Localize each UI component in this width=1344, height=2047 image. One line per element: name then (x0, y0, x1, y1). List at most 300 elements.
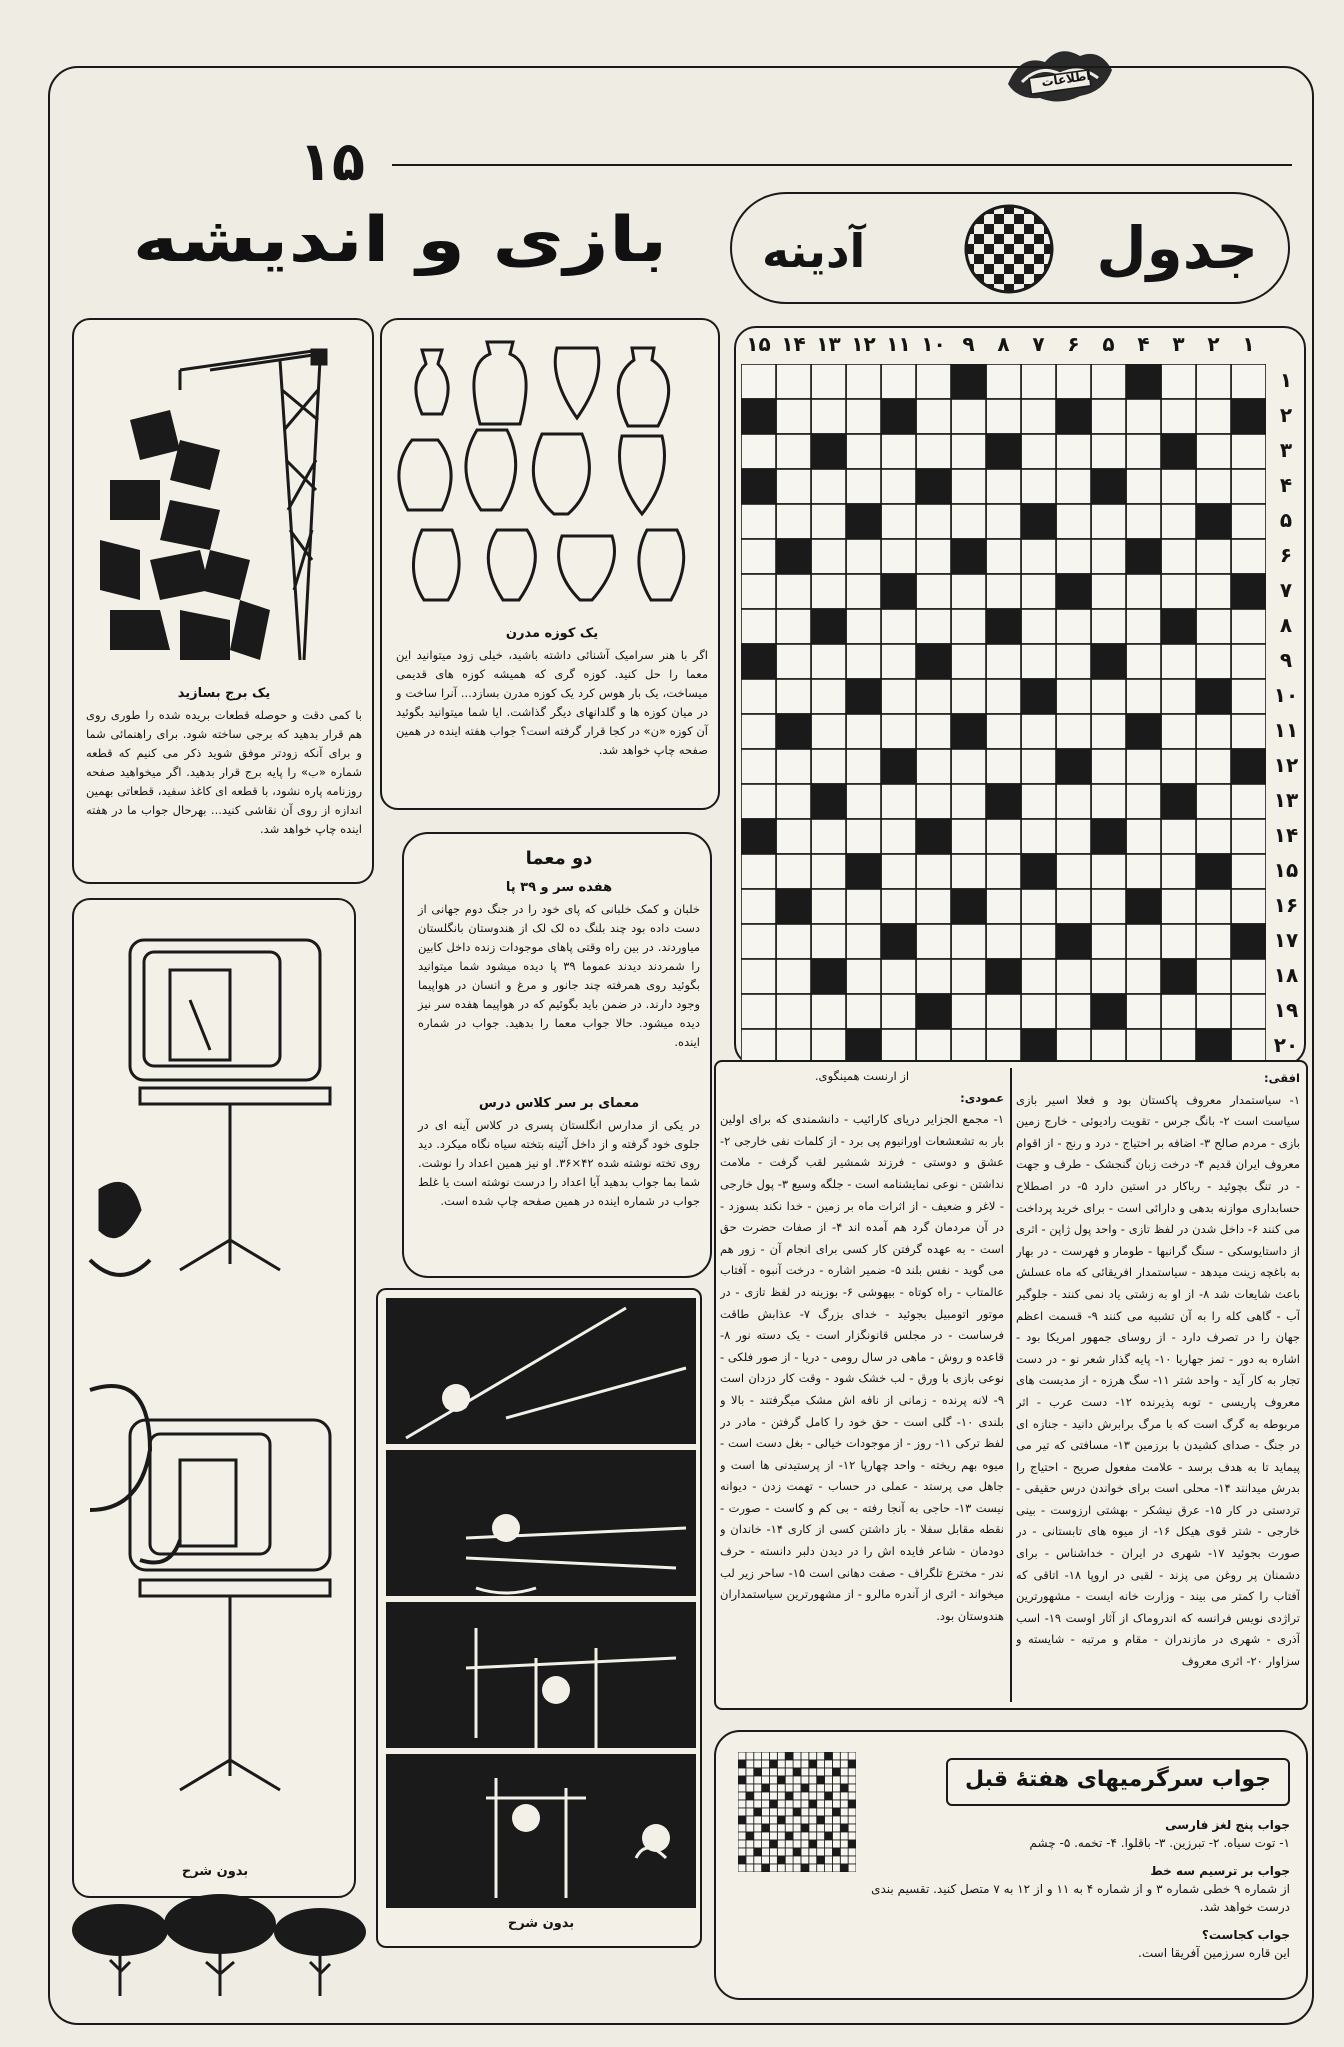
crossword-cell[interactable] (1021, 889, 1056, 924)
crossword-cell[interactable] (1196, 644, 1231, 679)
crossword-cell[interactable] (1056, 469, 1091, 504)
crossword-cell[interactable] (741, 504, 776, 539)
crossword-cell[interactable] (986, 574, 1021, 609)
mini-grid-cell (825, 1776, 833, 1784)
crossword-cell[interactable] (1091, 959, 1126, 994)
crossword-cell[interactable] (1056, 644, 1091, 679)
crossword-cell[interactable] (916, 854, 951, 889)
crossword-column-number: ۱۴ (781, 332, 806, 356)
crossword-cell[interactable] (1056, 1029, 1091, 1064)
crossword-cell[interactable] (1161, 679, 1196, 714)
mini-grid-cell (840, 1856, 848, 1864)
crossword-cell[interactable] (741, 539, 776, 574)
crossword-cell[interactable] (811, 889, 846, 924)
tower-title: یک برج بسازید (177, 686, 271, 701)
crossword-cell[interactable] (1126, 469, 1161, 504)
crossword-cell[interactable] (1021, 469, 1056, 504)
crossword-cell[interactable] (916, 749, 951, 784)
mini-grid-cell (762, 1808, 770, 1816)
mini-grid-cell (777, 1816, 785, 1824)
crossword-cell[interactable] (846, 959, 881, 994)
crossword-cell[interactable] (1231, 539, 1266, 574)
crossword-cell[interactable] (776, 924, 811, 959)
crossword-cell[interactable] (1126, 574, 1161, 609)
crossword-cell[interactable] (1021, 749, 1056, 784)
crossword-cell[interactable] (811, 924, 846, 959)
crossword-cell[interactable] (951, 854, 986, 889)
crossword-cell[interactable] (1161, 504, 1196, 539)
mini-grid-cell (754, 1808, 762, 1816)
crossword-black-cell (811, 959, 846, 994)
crossword-cell[interactable] (1161, 994, 1196, 1029)
crossword-cell[interactable] (1231, 504, 1266, 539)
crossword-cell[interactable] (986, 364, 1021, 399)
checker-logo (964, 204, 1054, 294)
mini-grid-cell (762, 1792, 770, 1800)
crossword-cell[interactable] (881, 679, 916, 714)
crossword-cell[interactable] (916, 609, 951, 644)
crossword-cell[interactable] (1056, 889, 1091, 924)
crossword-cell[interactable] (951, 469, 986, 504)
crossword-cell[interactable] (846, 469, 881, 504)
crossword-cell[interactable] (916, 539, 951, 574)
crossword-cell[interactable] (986, 889, 1021, 924)
crossword-cell[interactable] (951, 749, 986, 784)
crossword-cell[interactable] (846, 434, 881, 469)
crossword-cell[interactable] (1126, 504, 1161, 539)
crossword-black-cell (1161, 784, 1196, 819)
crossword-cell[interactable] (951, 924, 986, 959)
crossword-cell[interactable] (741, 924, 776, 959)
crossword-cell[interactable] (1056, 539, 1091, 574)
crossword-cell[interactable] (776, 504, 811, 539)
crossword-cell[interactable] (1126, 644, 1161, 679)
crossword-column-number: ۵ (1102, 332, 1115, 356)
crossword-cell[interactable] (811, 644, 846, 679)
crossword-cell[interactable] (1056, 609, 1091, 644)
crossword-cell[interactable] (1196, 574, 1231, 609)
crossword-cell[interactable] (811, 819, 846, 854)
crossword-cell[interactable] (1196, 749, 1231, 784)
mini-grid-cell (801, 1856, 809, 1864)
crossword-cell[interactable] (1231, 714, 1266, 749)
crossword-cell[interactable] (951, 784, 986, 819)
crossword-cell[interactable] (776, 749, 811, 784)
crossword-cell[interactable] (881, 504, 916, 539)
crossword-cell[interactable] (1126, 994, 1161, 1029)
crossword-cell[interactable] (1196, 609, 1231, 644)
crossword-cell[interactable] (811, 1029, 846, 1064)
crossword-cell[interactable] (1021, 609, 1056, 644)
crossword-cell[interactable] (1196, 539, 1231, 574)
crossword-cell[interactable] (1161, 644, 1196, 679)
answer2-title: جواب بر ترسیم سه خط (1150, 1864, 1290, 1878)
crossword-cell[interactable] (776, 959, 811, 994)
crossword-cell[interactable] (986, 714, 1021, 749)
crossword-cell[interactable] (1126, 784, 1161, 819)
crossword-cell[interactable] (881, 644, 916, 679)
mini-grid-cell (801, 1832, 809, 1840)
crossword-cell[interactable] (741, 434, 776, 469)
crossword-cell[interactable] (1126, 819, 1161, 854)
crossword-cell[interactable] (741, 714, 776, 749)
crossword-cell[interactable] (776, 994, 811, 1029)
crossword-cell[interactable] (1056, 994, 1091, 1029)
crossword-cell[interactable] (776, 364, 811, 399)
mini-grid-cell (777, 1824, 785, 1832)
crossword-cell[interactable] (1021, 959, 1056, 994)
crossword-cell[interactable] (1091, 1029, 1126, 1064)
crossword-cell[interactable] (846, 644, 881, 679)
crossword-cell[interactable] (881, 469, 916, 504)
crossword-cell[interactable] (776, 399, 811, 434)
crossword-cell[interactable] (986, 819, 1021, 854)
crossword-cell[interactable] (741, 364, 776, 399)
crossword-cell[interactable] (916, 889, 951, 924)
crossword-cell[interactable] (741, 749, 776, 784)
crossword-cell[interactable] (1126, 434, 1161, 469)
crossword-cell[interactable] (846, 889, 881, 924)
mini-grid-cell (738, 1824, 746, 1832)
crossword-cell[interactable] (881, 854, 916, 889)
mini-grid-cell (840, 1760, 848, 1768)
mini-grid-cell (809, 1784, 817, 1792)
crossword-row-number: ۱۶ (1273, 893, 1299, 917)
crossword-cell[interactable] (916, 574, 951, 609)
crossword-cell[interactable] (1056, 434, 1091, 469)
crossword-cell[interactable] (776, 784, 811, 819)
crossword-cell[interactable] (811, 679, 846, 714)
crossword-cell[interactable] (811, 504, 846, 539)
crossword-cell[interactable] (986, 504, 1021, 539)
checker-square (974, 264, 984, 274)
crossword-cell[interactable] (986, 399, 1021, 434)
mini-grid-cell (777, 1848, 785, 1856)
crossword-cell[interactable] (916, 434, 951, 469)
crossword-cell[interactable] (1196, 364, 1231, 399)
crossword-cell[interactable] (776, 854, 811, 889)
issue-number-text: ۱۵ (299, 130, 365, 193)
checker-square (1014, 214, 1024, 224)
crossword-cell[interactable] (846, 784, 881, 819)
mini-grid-cell (840, 1816, 848, 1824)
crossword-cell[interactable] (776, 434, 811, 469)
mini-grid-cell (825, 1752, 833, 1760)
crossword-cell[interactable] (1196, 889, 1231, 924)
crossword-cell[interactable] (951, 819, 986, 854)
crossword-cell[interactable] (741, 854, 776, 889)
crossword-cell[interactable] (986, 679, 1021, 714)
crossword-cell[interactable] (1056, 784, 1091, 819)
crossword-cell[interactable] (776, 819, 811, 854)
crossword-cell[interactable] (881, 959, 916, 994)
crossword-cell[interactable] (916, 924, 951, 959)
crossword-cell[interactable] (1056, 679, 1091, 714)
crossword-cell[interactable] (1196, 784, 1231, 819)
crossword-cell[interactable] (741, 679, 776, 714)
crossword-cell[interactable] (846, 819, 881, 854)
crossword-cell[interactable] (1056, 819, 1091, 854)
crossword-cell[interactable] (1231, 364, 1266, 399)
crossword-cell[interactable] (1091, 889, 1126, 924)
crossword-cell[interactable] (1091, 784, 1126, 819)
crossword-cell[interactable] (951, 609, 986, 644)
crossword-cell[interactable] (1161, 469, 1196, 504)
crossword-cell[interactable] (741, 574, 776, 609)
mini-grid-cell (817, 1864, 825, 1872)
crossword-cell[interactable] (1196, 994, 1231, 1029)
crossword-cell[interactable] (1091, 609, 1126, 644)
crossword-cell[interactable] (1091, 714, 1126, 749)
header-rule (392, 164, 1292, 166)
mini-grid-cell (777, 1792, 785, 1800)
crossword-cell[interactable] (916, 1029, 951, 1064)
crossword-black-cell (986, 784, 1021, 819)
crossword-cell[interactable] (776, 469, 811, 504)
crossword-cell[interactable] (1126, 749, 1161, 784)
checker-square (964, 284, 974, 294)
crossword-cell[interactable] (741, 994, 776, 1029)
crossword-cell[interactable] (1021, 539, 1056, 574)
crossword-cell[interactable] (1126, 1029, 1161, 1064)
crossword-cell[interactable] (1021, 399, 1056, 434)
crossword-cell[interactable] (1161, 889, 1196, 924)
crossword-cell[interactable] (846, 609, 881, 644)
crossword-black-cell (881, 924, 916, 959)
crossword-cell[interactable] (951, 644, 986, 679)
crossword-cell[interactable] (1021, 574, 1056, 609)
crossword-cell[interactable] (1161, 749, 1196, 784)
crossword-cell[interactable] (811, 714, 846, 749)
mini-grid-cell (785, 1760, 793, 1768)
crossword-black-cell (1056, 574, 1091, 609)
crossword-cell[interactable] (1091, 504, 1126, 539)
crossword-cell[interactable] (986, 644, 1021, 679)
crossword-cell[interactable] (741, 889, 776, 924)
crossword-cell[interactable] (1021, 924, 1056, 959)
crossword-cell[interactable] (1231, 679, 1266, 714)
crossword-cell[interactable] (951, 959, 986, 994)
mini-grid-cell (825, 1800, 833, 1808)
crossword-cell[interactable] (1161, 399, 1196, 434)
crossword-cell[interactable] (846, 574, 881, 609)
crossword-row-number: ۱۵ (1273, 858, 1299, 882)
crossword-cell[interactable] (881, 539, 916, 574)
crossword-cell[interactable] (1231, 959, 1266, 994)
mini-grid-cell (777, 1752, 785, 1760)
crossword-cell[interactable] (1126, 609, 1161, 644)
crossword-cell[interactable] (916, 399, 951, 434)
crossword-cell[interactable] (881, 1029, 916, 1064)
crossword-cell[interactable] (986, 469, 1021, 504)
crossword-black-cell (1161, 609, 1196, 644)
mini-grid-cell (762, 1864, 770, 1872)
crossword-grid[interactable] (741, 364, 1266, 1064)
crossword-cell[interactable] (1196, 959, 1231, 994)
crossword-cell[interactable] (741, 609, 776, 644)
crossword-cell[interactable] (1091, 364, 1126, 399)
crossword-cell[interactable] (741, 784, 776, 819)
crossword-cell[interactable] (741, 1029, 776, 1064)
crossword-cell[interactable] (776, 1029, 811, 1064)
crossword-cell[interactable] (1126, 854, 1161, 889)
crossword-cell[interactable] (846, 539, 881, 574)
crossword-cell[interactable] (881, 994, 916, 1029)
mini-grid-cell (840, 1800, 848, 1808)
crossword-cell[interactable] (951, 504, 986, 539)
crossword-cell[interactable] (1231, 889, 1266, 924)
crossword-cell[interactable] (1161, 574, 1196, 609)
crossword-cell[interactable] (1091, 399, 1126, 434)
crossword-cell[interactable] (951, 574, 986, 609)
crossword-cell[interactable] (1161, 364, 1196, 399)
crossword-cell[interactable] (1231, 994, 1266, 1029)
crossword-cell[interactable] (1091, 574, 1126, 609)
crossword-cell[interactable] (951, 679, 986, 714)
mini-grid-cell (817, 1776, 825, 1784)
crossword-cell[interactable] (1161, 924, 1196, 959)
crossword-cell[interactable] (881, 609, 916, 644)
crossword-cell[interactable] (1056, 364, 1091, 399)
mini-grid-cell (769, 1856, 777, 1864)
crossword-cell[interactable] (916, 714, 951, 749)
crossword-cell[interactable] (776, 679, 811, 714)
crossword-cell[interactable] (1021, 364, 1056, 399)
mini-grid-cell (825, 1824, 833, 1832)
crossword-cell[interactable] (1021, 714, 1056, 749)
crossword-cell[interactable] (1126, 959, 1161, 994)
crossword-cell[interactable] (811, 749, 846, 784)
crossword-cell[interactable] (811, 574, 846, 609)
crossword-cell[interactable] (1091, 539, 1126, 574)
crossword-cell[interactable] (1056, 504, 1091, 539)
crossword-cell[interactable] (811, 539, 846, 574)
crossword-cell[interactable] (776, 574, 811, 609)
mini-grid-cell (801, 1816, 809, 1824)
crossword-cell[interactable] (881, 714, 916, 749)
crossword-cell[interactable] (1091, 679, 1126, 714)
crossword-cell[interactable] (881, 819, 916, 854)
crossword-cell[interactable] (1021, 819, 1056, 854)
crossword-cell[interactable] (1091, 434, 1126, 469)
crossword-cell[interactable] (1196, 819, 1231, 854)
crossword-cell[interactable] (811, 399, 846, 434)
crossword-cell[interactable] (1161, 714, 1196, 749)
crossword-cell[interactable] (741, 959, 776, 994)
mini-grid-cell (832, 1840, 840, 1848)
crossword-cell[interactable] (986, 924, 1021, 959)
crossword-cell[interactable] (1196, 434, 1231, 469)
crossword-cell[interactable] (951, 994, 986, 1029)
crossword-cell[interactable] (1056, 714, 1091, 749)
mini-grid-cell (754, 1792, 762, 1800)
crossword-cell[interactable] (776, 644, 811, 679)
crossword-cell[interactable] (881, 784, 916, 819)
crossword-cell[interactable] (1231, 609, 1266, 644)
riddle2-title: معمای بر سر کلاس درس (478, 1096, 640, 1111)
crossword-cell[interactable] (1231, 434, 1266, 469)
crossword-cell[interactable] (1161, 539, 1196, 574)
crossword-cell[interactable] (846, 994, 881, 1029)
crossword-black-cell (1231, 749, 1266, 784)
crossword-cell[interactable] (916, 364, 951, 399)
crossword-cell[interactable] (846, 714, 881, 749)
crossword-cell[interactable] (846, 924, 881, 959)
mini-grid-cell (762, 1816, 770, 1824)
crossword-cell[interactable] (881, 889, 916, 924)
crossword-cell[interactable] (1231, 644, 1266, 679)
crossword-cell[interactable] (811, 994, 846, 1029)
crossword-cell[interactable] (1161, 854, 1196, 889)
crossword-cell[interactable] (846, 364, 881, 399)
crossword-cell[interactable] (881, 434, 916, 469)
crossword-cell[interactable] (811, 854, 846, 889)
crossword-cell[interactable] (1161, 1029, 1196, 1064)
crossword-cell[interactable] (1231, 1029, 1266, 1064)
mini-grid-cell (817, 1784, 825, 1792)
crossword-cell[interactable] (951, 434, 986, 469)
crossword-cell[interactable] (916, 959, 951, 994)
crossword-cell[interactable] (986, 539, 1021, 574)
vases-text: اگر با هنر سرامیک آشنائی داشته باشید، خیلی زود میتوانید این معما را حل کنید. کوزه گری که همیشه کوزه های قدیمی میساخت، یک بار هوس کرد یک کوزه مدرن بسازد... آنرا ساخت و در میان کوزه ها و گلدانهای دیگر گذاشت. ایا شما میتوانید بگوئید آن کوزه «ن» در کجا قرار گرفته است؟ جواب هفته اینده در همین صفحه چاپ خواهد شد. (396, 648, 708, 757)
crossword-cell[interactable] (1231, 784, 1266, 819)
crossword-cell[interactable] (846, 399, 881, 434)
crossword-cell[interactable] (1231, 819, 1266, 854)
crossword-cell[interactable] (1126, 924, 1161, 959)
crossword-cell[interactable] (1196, 399, 1231, 434)
crossword-cell[interactable] (846, 749, 881, 784)
crossword-cell[interactable] (986, 854, 1021, 889)
crossword-cell[interactable] (881, 364, 916, 399)
crossword-cell[interactable] (1021, 784, 1056, 819)
crossword-cell[interactable] (1056, 959, 1091, 994)
crossword-cell[interactable] (916, 784, 951, 819)
checker-square (994, 264, 1004, 274)
checker-square (964, 204, 974, 214)
crossword-cell[interactable] (1091, 854, 1126, 889)
crossword-cell[interactable] (986, 994, 1021, 1029)
mini-grid-cell (793, 1784, 801, 1792)
crossword-cell[interactable] (1126, 679, 1161, 714)
crossword-cell[interactable] (1196, 714, 1231, 749)
crossword-cell[interactable] (1196, 469, 1231, 504)
crossword-cell[interactable] (1126, 399, 1161, 434)
crossword-cell[interactable] (811, 364, 846, 399)
crossword-cell[interactable] (1231, 854, 1266, 889)
crossword-cell[interactable] (916, 679, 951, 714)
crossword-cell[interactable] (776, 609, 811, 644)
crossword-cell[interactable] (1091, 749, 1126, 784)
crossword-cell[interactable] (1196, 924, 1231, 959)
crossword-cell[interactable] (951, 1029, 986, 1064)
crossword-cell[interactable] (1021, 994, 1056, 1029)
crossword-cell[interactable] (1161, 819, 1196, 854)
crossword-cell[interactable] (1021, 434, 1056, 469)
crossword-cell[interactable] (1021, 644, 1056, 679)
crossword-cell[interactable] (1091, 924, 1126, 959)
vases-illustration (392, 330, 712, 620)
crossword-cell[interactable] (1231, 469, 1266, 504)
crossword-cell[interactable] (986, 1029, 1021, 1064)
crossword-cell[interactable] (951, 399, 986, 434)
mini-grid-cell (777, 1784, 785, 1792)
crossword-cell[interactable] (986, 749, 1021, 784)
crossword-cell[interactable] (1056, 854, 1091, 889)
crossword-black-cell (1126, 364, 1161, 399)
crossword-row-number: ۳ (1279, 438, 1293, 462)
crossword-cell[interactable] (916, 504, 951, 539)
crossword-cell[interactable] (811, 469, 846, 504)
